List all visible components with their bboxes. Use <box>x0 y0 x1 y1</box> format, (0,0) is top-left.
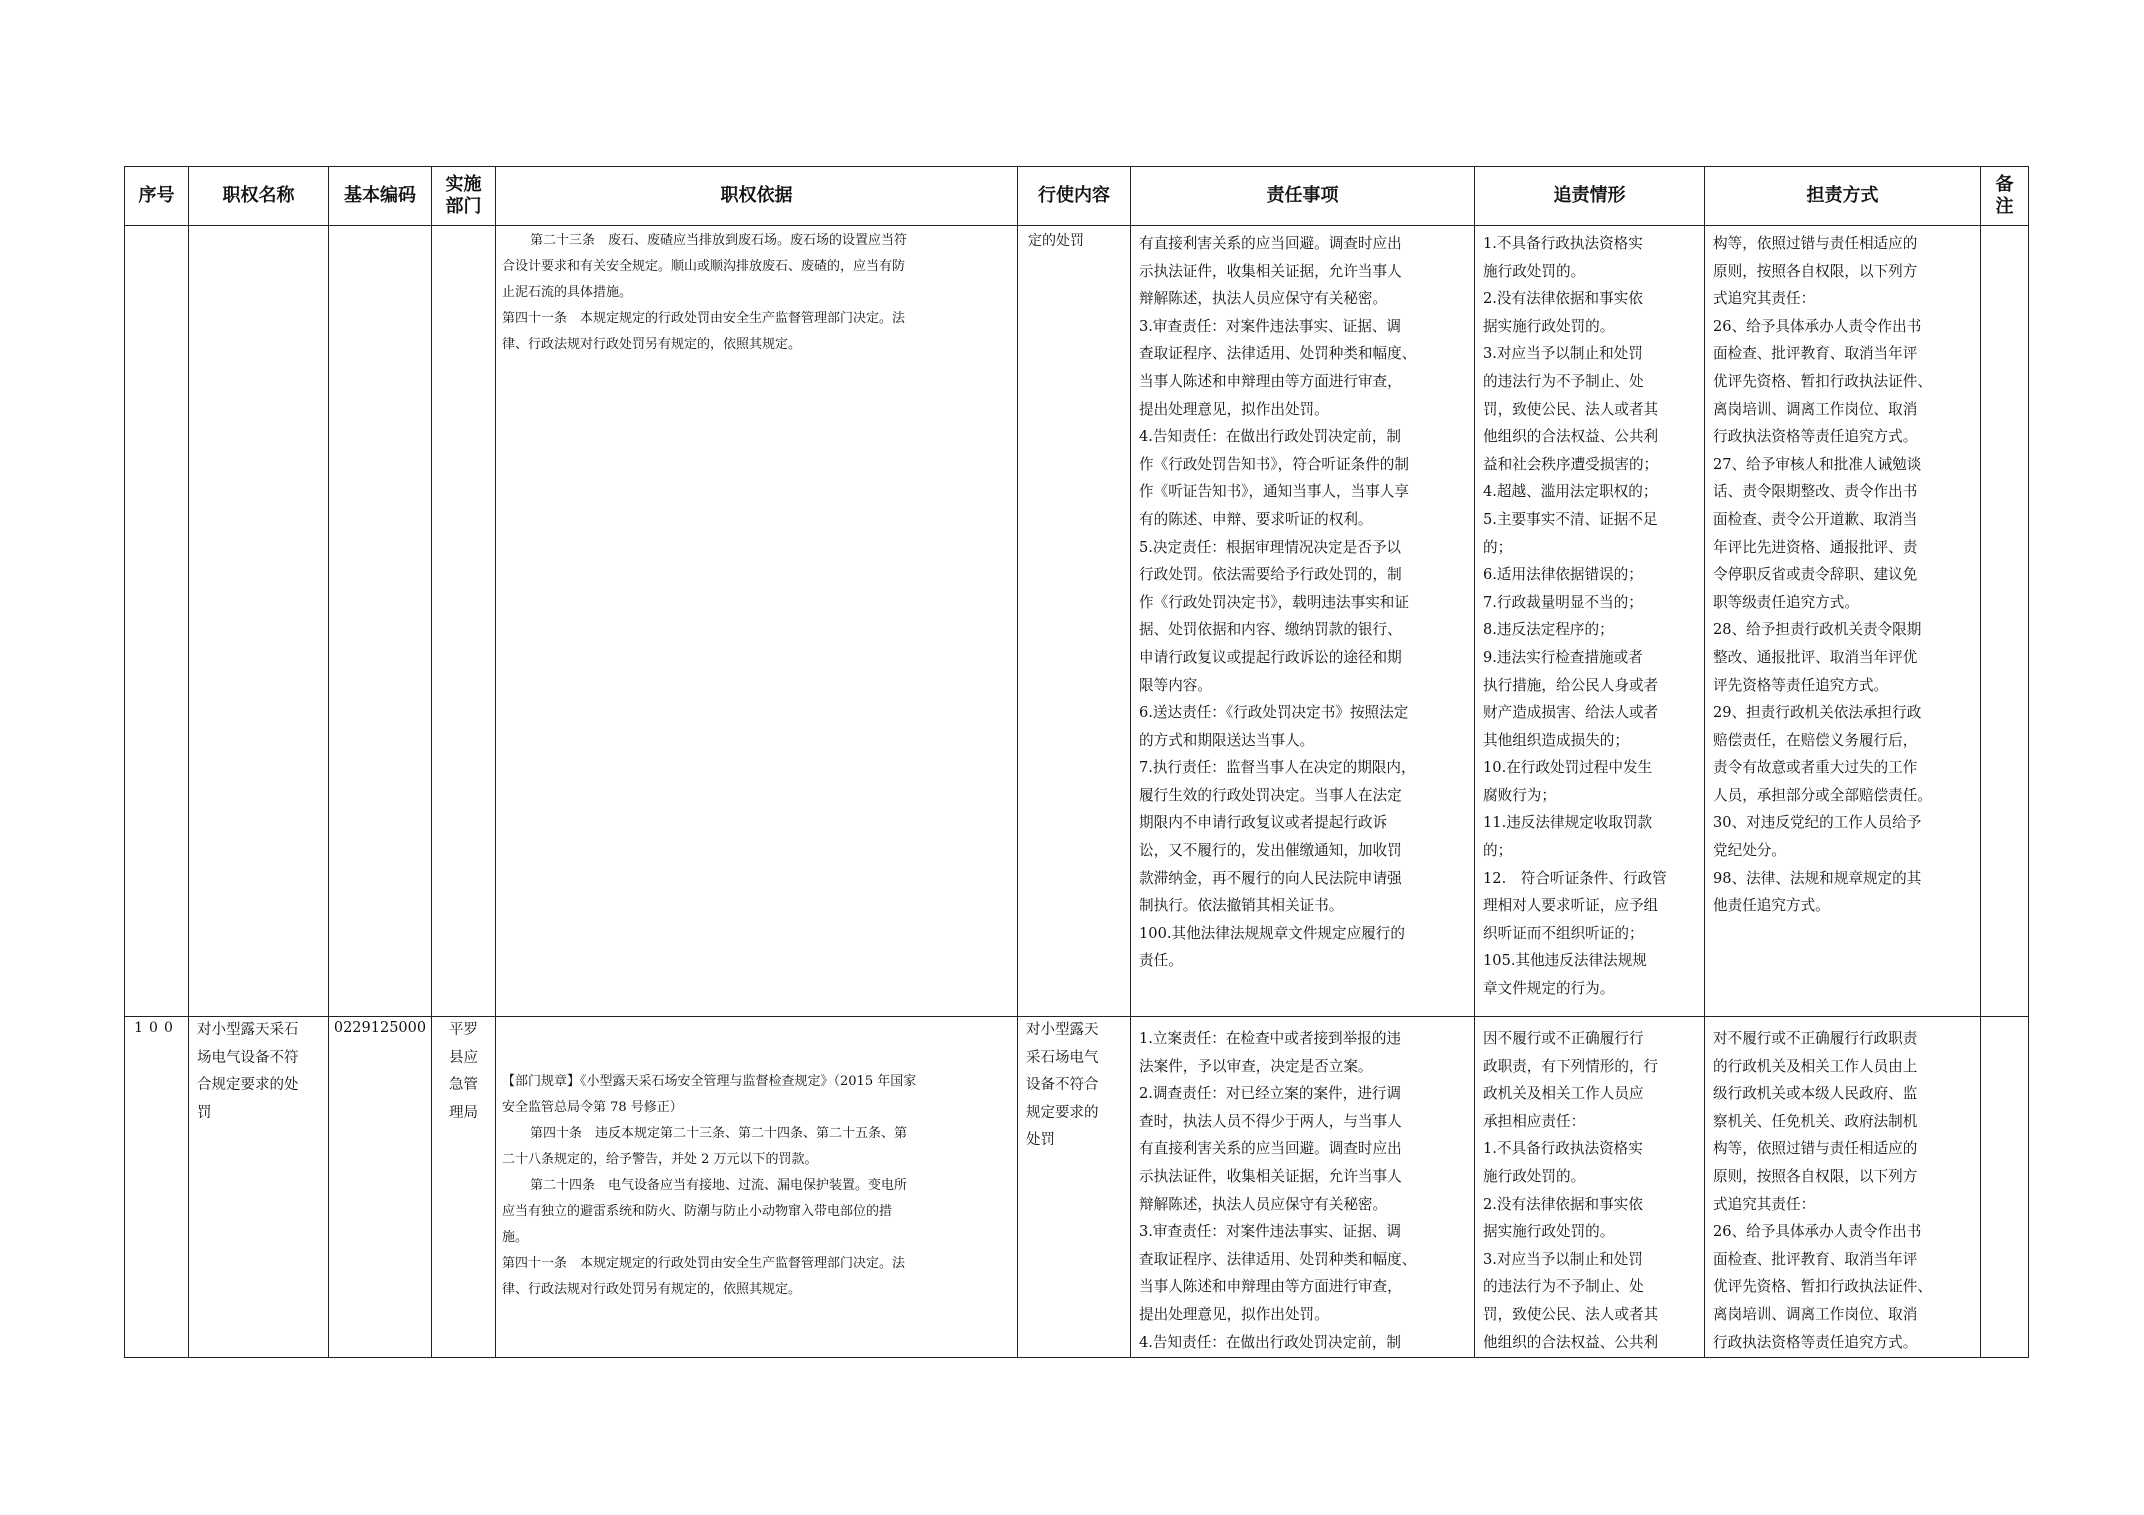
text-line: 3.审查责任：对案件违法事实、证据、调 <box>1139 317 1402 335</box>
text-line: 作《听证告知书》，通知当事人，当事人享 <box>1139 483 1409 501</box>
header-code: 基本编码 <box>329 167 432 226</box>
text-line: 人员，承担部分或全部赔偿责任。 <box>1713 786 1932 804</box>
cell-accountability <box>1475 226 1705 1017</box>
text-line: 12. 符合听证条件、行政管 <box>1483 869 1667 887</box>
text-line: 织听证而不组织听证的； <box>1483 924 1644 942</box>
cell-remark <box>1981 226 2029 1017</box>
cell-code <box>329 226 432 1017</box>
text-line: 规定要求的 <box>1026 1104 1099 1121</box>
text-line: 27、给予审核人和批准人诫勉谈 <box>1713 455 1922 473</box>
cell-seq <box>125 226 189 1017</box>
text-line: 益和社会秩序遭受损害的； <box>1483 455 1659 473</box>
text-line: 28、给予担责行政机关责令限期 <box>1713 621 1922 639</box>
text-line: 款滞纳金，再不履行的向人民法院申请强 <box>1139 869 1402 887</box>
text-line: 当事人陈述和申辩理由等方面进行审查， <box>1139 372 1402 390</box>
cell-basis <box>496 1017 1018 1358</box>
text-line: 查时，执法人员不得少于两人，与当事人 <box>1139 1112 1402 1130</box>
text-line: 98、法律、法规和规章规定的其 <box>1713 869 1922 887</box>
text-line: 1.不具备行政执法资格实 <box>1483 235 1643 252</box>
header-dept-line2: 部门 <box>445 196 482 217</box>
cell-code <box>329 1017 432 1358</box>
liability-text <box>1705 226 1980 920</box>
text-line: 7.执行责任：监督当事人在决定的期限内， <box>1139 759 1416 777</box>
header-remark-line2: 注 <box>1995 196 2014 217</box>
cell-duty <box>1131 1017 1475 1358</box>
text-line: 5.主要事实不清、证据不足 <box>1483 510 1658 528</box>
text-line: 作《行政处罚告知书》，符合听证条件的制 <box>1139 455 1409 473</box>
text-line: 职等级责任追究方式。 <box>1713 593 1859 611</box>
table-row-continued <box>125 226 2029 1017</box>
cell-accountability <box>1475 1017 1705 1358</box>
text-line: 合规定要求的处 <box>197 1077 299 1094</box>
text-line: 9.违法实行检查措施或者 <box>1483 648 1643 666</box>
text-line: 式追究其责任： <box>1713 1195 1816 1213</box>
text-line: 罚，致使公民、法人或者其 <box>1483 400 1659 418</box>
text-line: 承担相应责任： <box>1483 1112 1586 1130</box>
text-line: 政职责，有下列情形的，行 <box>1483 1057 1659 1075</box>
text-line: 施行政处罚的。 <box>1483 262 1586 280</box>
text-line: 第二十三条 废石、废碴应当排放到废石场。废石场的设置应当符 <box>530 233 908 248</box>
text-line: 止泥石流的具体措施。 <box>502 285 633 300</box>
text-line: 他组织的合法权益、公共利 <box>1483 428 1659 446</box>
text-line: 县应 <box>449 1049 478 1066</box>
header-exercise: 行使内容 <box>1018 167 1131 226</box>
header-liability: 担责方式 <box>1705 167 1981 226</box>
text-line: 应当有独立的避雷系统和防火、防潮与防止小动物窜入带电部位的措 <box>502 1204 893 1219</box>
text-line: 设备不符合 <box>1026 1077 1099 1094</box>
text-line: 有直接利害关系的应当回避。调查时应出 <box>1139 235 1402 252</box>
table-row-100 <box>125 1017 2029 1358</box>
text-line: 级行政机关或本级人民政府、监 <box>1713 1085 1918 1103</box>
text-line: 的违法行为不予制止、处 <box>1483 372 1644 390</box>
text-line: 责任。 <box>1139 952 1183 970</box>
text-line: 制执行。依法撤销其相关证书。 <box>1139 897 1344 915</box>
text-line: 限等内容。 <box>1139 676 1212 694</box>
text-line: 他责任追究方式。 <box>1713 897 1830 915</box>
text-line: 示执法证件，收集相关证据，允许当事人 <box>1139 262 1402 280</box>
cell-basis <box>496 226 1018 1017</box>
text-line: 提出处理意见，拟作出处罚。 <box>1139 1305 1329 1323</box>
text-line: 辩解陈述，执法人员应保守有关秘密。 <box>1139 1195 1388 1213</box>
text-line: 安全监管总局令第 78 号修正） <box>502 1100 683 1115</box>
authority-name <box>189 1017 328 1127</box>
text-line: 处罚 <box>1026 1132 1055 1149</box>
text-line: 平罗 <box>449 1022 478 1038</box>
text-line: 腐败行为； <box>1483 786 1556 804</box>
dept-name <box>432 1017 495 1127</box>
text-line: 【部门规章】《小型露天采石场安全管理与监督检查规定》（2015 年国家 <box>502 1074 917 1089</box>
text-line: 当事人陈述和申辩理由等方面进行审查， <box>1139 1278 1402 1296</box>
text-line: 面检查、批评教育、取消当年评 <box>1713 345 1918 363</box>
cell-duty <box>1131 226 1475 1017</box>
header-dept <box>432 167 496 226</box>
header-name: 职权名称 <box>189 167 329 226</box>
text-line: 因不履行或不正确履行行 <box>1483 1030 1644 1047</box>
text-line: 他组织的合法权益、公共利 <box>1483 1333 1659 1351</box>
text-line: 原则，按照各自权限，以下列方 <box>1713 1167 1918 1185</box>
text-line: 合设计要求和有关安全规定。顺山或顺沟排放废石、废碴的，应当有防 <box>502 259 906 274</box>
text-line: 赔偿责任，在赔偿义务履行后， <box>1713 731 1918 749</box>
text-line: 3.对应当予以制止和处罚 <box>1483 1250 1643 1268</box>
accountability-text <box>1475 226 1704 1003</box>
basis-text <box>496 226 1017 358</box>
text-line: 的违法行为不予制止、处 <box>1483 1278 1644 1296</box>
cell-seq <box>125 1017 189 1358</box>
text-line: 令停职反省或责令辞职、建议免 <box>1713 566 1918 584</box>
text-line: 年评比先进资格、通报批评、责 <box>1713 538 1918 556</box>
text-line: 29、担责行政机关依法承担行政 <box>1713 704 1922 722</box>
text-line: 30、对违反党纪的工作人员给予 <box>1713 814 1922 832</box>
header-accountability: 追责情形 <box>1475 167 1705 226</box>
text-line: 理相对人要求听证，应予组 <box>1483 897 1659 915</box>
basis-text <box>496 1017 1017 1303</box>
header-remark-line1: 备 <box>1995 174 2014 195</box>
text-line: 面检查、责令公开道歉、取消当 <box>1713 510 1918 528</box>
text-line: 申请行政复议或提起行政诉讼的途径和期 <box>1139 648 1402 666</box>
text-line: 4.超越、滥用法定职权的； <box>1483 483 1658 501</box>
text-line: 党纪处分。 <box>1713 842 1786 860</box>
text-line: 二十八条规定的，给予警告，并处 2 万元以下的罚款。 <box>502 1152 818 1167</box>
header-row <box>125 167 2029 226</box>
text-line: 2.没有法律依据和事实依 <box>1483 1195 1643 1213</box>
cell-liability <box>1705 226 1981 1017</box>
text-line: 式追究其责任： <box>1713 290 1816 308</box>
text-line: 讼，又不履行的，发出催缴通知，加收罚 <box>1139 842 1402 860</box>
text-line: 行政处罚。依法需要给予行政处罚的，制 <box>1139 566 1402 584</box>
text-line: 7.行政裁量明显不当的； <box>1483 593 1643 611</box>
text-line: 1.不具备行政执法资格实 <box>1483 1140 1643 1158</box>
text-line: 4.告知责任：在做出行政处罚决定前，制 <box>1139 1333 1402 1351</box>
text-line: 2.调查责任：对已经立案的案件，进行调 <box>1139 1085 1402 1103</box>
text-line: 第二十四条 电气设备应当有接地、过流、漏电保护装置。变电所 <box>530 1178 908 1193</box>
text-line: 8.违反法定程序的； <box>1483 621 1614 639</box>
text-line: 26、给予具体承办人责令作出书 <box>1713 317 1922 335</box>
text-line: 律、行政法规对行政处罚另有规定的，依照其规定。 <box>502 1282 802 1297</box>
text-line: 100.其他法律法规规章文件规定应履行的 <box>1139 924 1405 942</box>
text-line: 急管 <box>449 1077 478 1094</box>
cell-name <box>189 226 329 1017</box>
text-line: 期限内不申请行政复议或者提起行政诉 <box>1139 814 1388 832</box>
text-line: 第四十一条 本规定规定的行政处罚由安全生产监督管理部门决定。法 <box>502 311 906 326</box>
text-line: 第四十条 违反本规定第二十三条、第二十四条、第二十五条、第 <box>530 1126 908 1141</box>
cell-dept <box>432 1017 496 1358</box>
text-line: 4.告知责任：在做出行政处罚决定前，制 <box>1139 428 1402 446</box>
duty-text <box>1131 1017 1474 1356</box>
text-line: 对不履行或不正确履行行政职责 <box>1713 1030 1918 1047</box>
text-line: 罚 <box>197 1104 212 1121</box>
text-line: 理局 <box>449 1104 478 1121</box>
text-line: 采石场电气 <box>1026 1049 1099 1066</box>
text-line: 的行政机关及相关工作人员由上 <box>1713 1057 1918 1075</box>
text-line: 据实施行政处罚的。 <box>1483 1223 1615 1241</box>
text-line: 提出处理意见，拟作出处罚。 <box>1139 400 1329 418</box>
text-line: 示执法证件，收集相关证据，允许当事人 <box>1139 1167 1402 1185</box>
accountability-text <box>1475 1017 1704 1356</box>
text-line: 查取证程序、法律适用、处罚种类和幅度、 <box>1139 345 1417 363</box>
text-line: 场电气设备不符 <box>197 1049 299 1066</box>
text-line: 105.其他违反法律法规规 <box>1483 952 1647 970</box>
cell-remark <box>1981 1017 2029 1358</box>
text-line: 整改、通报批评、取消当年评优 <box>1713 648 1918 666</box>
text-line: 3.审查责任：对案件违法事实、证据、调 <box>1139 1223 1402 1241</box>
text-line: 10.在行政处罚过程中发生 <box>1483 759 1653 777</box>
text-line: 的； <box>1483 538 1513 556</box>
header-basis: 职权依据 <box>496 167 1018 226</box>
text-line: 话、责令限期整改、责令作出书 <box>1713 483 1918 501</box>
header-dept-line1: 实施 <box>445 174 482 195</box>
cell-liability <box>1705 1017 1981 1358</box>
text-line: 查取证程序、法律适用、处罚种类和幅度、 <box>1139 1250 1417 1268</box>
text-line: 26、给予具体承办人责令作出书 <box>1713 1223 1922 1241</box>
text-line: 5.决定责任：根据审理情况决定是否予以 <box>1139 538 1402 556</box>
text-line: 履行生效的行政处罚决定。当事人在法定 <box>1139 786 1402 804</box>
authority-table <box>124 166 2029 1358</box>
text-line: 原则，按照各自权限，以下列方 <box>1713 262 1918 280</box>
text-line: 有的陈述、申辩、要求听证的权利。 <box>1139 510 1373 528</box>
text-line: 11.违反法律规定收取罚款 <box>1483 814 1653 832</box>
text-line: 执行措施，给公民人身或者 <box>1483 676 1659 694</box>
text-line: 施行政处罚的。 <box>1483 1167 1586 1185</box>
text-line: 据、处罚依据和内容、缴纳罚款的银行、 <box>1139 621 1402 639</box>
text-line: 对小型露天采石 <box>197 1022 299 1038</box>
text-line: 施。 <box>502 1230 529 1245</box>
text-line: 责令有故意或者重大过失的工作 <box>1713 759 1918 777</box>
exercise-text: 定的处罚 <box>1028 233 1084 249</box>
text-line: 2.没有法律依据和事实依 <box>1483 290 1643 308</box>
text-line: 的； <box>1483 842 1513 860</box>
text-line: 律、行政法规对行政处罚另有规定的，依照其规定。 <box>502 337 802 352</box>
header-seq: 序号 <box>125 167 189 226</box>
text-line: 面检查、批评教育、取消当年评 <box>1713 1250 1918 1268</box>
text-line: 6.送达责任：《行政处罚决定书》按照法定 <box>1139 704 1409 722</box>
text-line: 罚，致使公民、法人或者其 <box>1483 1305 1659 1323</box>
cell-name <box>189 1017 329 1358</box>
text-line: 行政执法资格等责任追究方式。 <box>1713 428 1918 446</box>
text-line: 章文件规定的行为。 <box>1483 980 1615 998</box>
text-line: 优评先资格、暂扣行政执法证件、 <box>1713 372 1932 390</box>
text-line: 财产造成损害、给法人或者 <box>1483 704 1659 722</box>
text-line: 对小型露天 <box>1026 1022 1099 1038</box>
text-line: 辩解陈述，执法人员应保守有关秘密。 <box>1139 290 1388 308</box>
text-line: 其他组织造成损失的； <box>1483 731 1629 749</box>
text-line: 作《行政处罚决定书》，载明违法事实和证 <box>1139 593 1409 611</box>
text-line: 法案件，予以审查，决定是否立案。 <box>1139 1057 1373 1075</box>
text-line: 1.立案责任：在检查中或者接到举报的违 <box>1139 1030 1402 1047</box>
text-line: 第四十一条 本规定规定的行政处罚由安全生产监督管理部门决定。法 <box>502 1256 906 1271</box>
text-line: 3.对应当予以制止和处罚 <box>1483 345 1643 363</box>
text-line: 优评先资格、暂扣行政执法证件、 <box>1713 1278 1932 1296</box>
duty-text <box>1131 226 1474 975</box>
cell-exercise <box>1018 1017 1131 1358</box>
text-line: 据实施行政处罚的。 <box>1483 317 1615 335</box>
header-remark <box>1981 167 2029 226</box>
text-line: 的方式和期限送达当事人。 <box>1139 731 1315 749</box>
text-line: 察机关、任免机关、政府法制机 <box>1713 1112 1918 1130</box>
header-duty: 责任事项 <box>1131 167 1475 226</box>
seq-number: 100 <box>134 1020 179 1036</box>
exercise-text <box>1018 1017 1130 1155</box>
text-line: 政机关及相关工作人员应 <box>1483 1085 1644 1103</box>
text-line: 评先资格等责任追究方式。 <box>1713 676 1889 694</box>
text-line: 离岗培训、调离工作岗位、取消 <box>1713 400 1918 418</box>
text-line: 6.适用法律依据错误的； <box>1483 566 1643 584</box>
text-line: 离岗培训、调离工作岗位、取消 <box>1713 1305 1918 1323</box>
cell-exercise <box>1018 226 1131 1017</box>
text-line: 有直接利害关系的应当回避。调查时应出 <box>1139 1140 1402 1158</box>
basic-code: 0229125000 <box>333 1020 427 1036</box>
text-line: 行政执法资格等责任追究方式。 <box>1713 1333 1918 1351</box>
text-line: 构等，依照过错与责任相适应的 <box>1713 235 1918 252</box>
text-line: 构等，依照过错与责任相适应的 <box>1713 1140 1918 1158</box>
cell-dept <box>432 226 496 1017</box>
liability-text <box>1705 1017 1980 1356</box>
